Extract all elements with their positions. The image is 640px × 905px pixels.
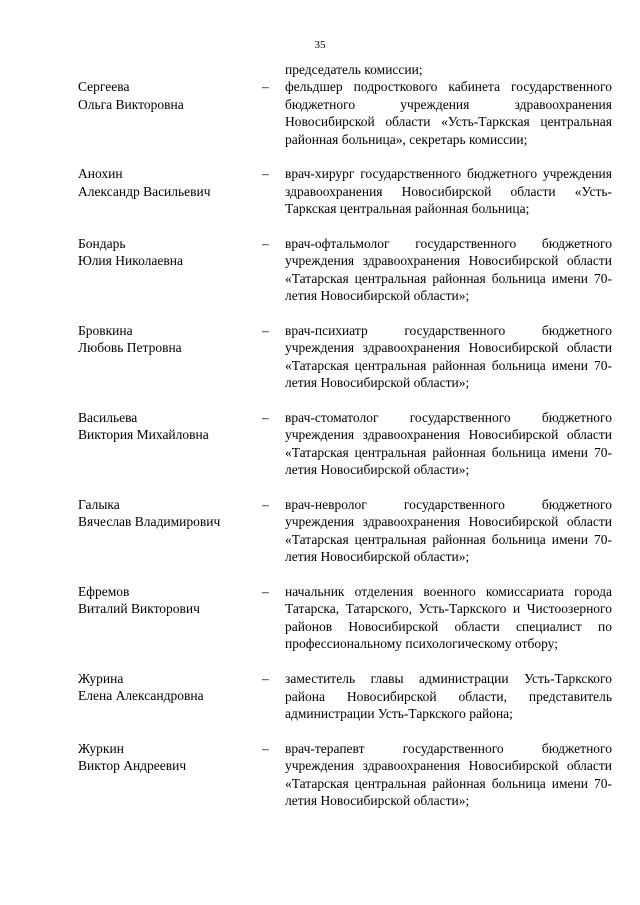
member-role: заместитель главы администрации Усть-Таркского района Новосибирской области, представитель администрации Усть-Таркского района; <box>285 671 612 721</box>
member-name <box>78 409 262 479</box>
member-name <box>78 165 262 217</box>
member-surname: Васильева <box>78 410 138 426</box>
dash-separator: – <box>262 740 269 756</box>
member-given-names: Елена Александровна <box>78 688 204 704</box>
member-name <box>78 235 262 305</box>
member-surname: Журкин <box>78 740 124 756</box>
dash-separator: – <box>262 410 269 426</box>
member-entry <box>78 670 612 722</box>
member-given-names: Виталий Викторович <box>78 601 200 617</box>
member-role: врач-офтальмолог государственного бюджетного учреждения здравоохранения Новосибирской области «Татарская центральная районная больница имени 70-летия Новосибирской области»; <box>285 236 612 304</box>
member-given-names: Любовь Петровна <box>78 340 182 356</box>
member-surname: Галыка <box>78 497 120 513</box>
member-surname: Ефремов <box>78 584 130 600</box>
dash-separator: – <box>262 497 269 513</box>
member-name <box>78 496 262 566</box>
member-role: врач-невролог государственного бюджетного учреждения здравоохранения Новосибирской области «Татарская центральная районная больница имени 70-летия Новосибирской области»; <box>285 497 612 565</box>
member-name <box>78 78 262 148</box>
member-name <box>78 740 262 810</box>
member-entry <box>78 322 612 392</box>
member-entry <box>78 740 612 810</box>
member-name <box>78 670 262 722</box>
member-role: врач-психиатр государственного бюджетного учреждения здравоохранения Новосибирской области «Татарская центральная районная больница имени 70-летия Новосибирской области»; <box>285 323 612 391</box>
member-surname: Анохин <box>78 166 123 182</box>
member-entry <box>78 165 612 217</box>
dash-separator: – <box>262 584 269 600</box>
member-surname: Бровкина <box>78 323 133 339</box>
member-surname: Сергеева <box>78 79 130 95</box>
member-given-names: Александр Васильевич <box>78 183 211 199</box>
member-entry <box>78 496 612 566</box>
carry-over-text: председатель комиссии; <box>285 62 423 77</box>
dash-separator: – <box>262 323 269 339</box>
member-entry <box>78 78 612 148</box>
member-given-names: Юлия Николаевна <box>78 253 183 269</box>
member-given-names: Вячеслав Владимирович <box>78 514 221 530</box>
member-surname: Бондарь <box>78 236 126 252</box>
member-entry <box>78 583 612 653</box>
member-entry <box>78 409 612 479</box>
member-role: врач-хирург государственного бюджетного учреждения здравоохранения Новосибирской области «Усть-Таркская центральная районная больница; <box>285 166 612 217</box>
dash-separator: – <box>262 671 269 687</box>
member-given-names: Виктор Андреевич <box>78 758 187 774</box>
member-name <box>78 583 262 653</box>
page-number: 35 <box>314 39 326 51</box>
dash-separator: – <box>262 79 269 95</box>
member-given-names: Ольга Викторовна <box>78 96 184 112</box>
member-surname: Журина <box>78 671 124 687</box>
member-role: фельдшер подросткового кабинета государственного бюджетного учреждения здравоохранения Новосибирской области «Усть-Таркская центральная районная больница», секретарь комиссии; <box>285 79 612 147</box>
member-given-names: Виктория Михайловна <box>78 427 209 443</box>
dash-separator: – <box>262 166 269 182</box>
commission-member-list <box>78 61 612 809</box>
member-role: врач-терапевт государственного бюджетного учреждения здравоохранения Новосибирской области «Татарская центральная районная больница имени 70-летия Новосибирской области»; <box>285 740 612 808</box>
member-name <box>78 322 262 392</box>
member-entry <box>78 235 612 305</box>
member-role: начальник отделения военного комиссариата города Татарска, Татарского, Усть-Таркского и Чистоозерного районов Новосибирской области специалист по профессиональному психологическому отбору; <box>285 584 612 652</box>
member-role: врач-стоматолог государственного бюджетного учреждения здравоохранения Новосибирской области «Татарская центральная районная больница имени 70-летия Новосибирской области»; <box>285 410 612 478</box>
dash-separator: – <box>262 236 269 252</box>
